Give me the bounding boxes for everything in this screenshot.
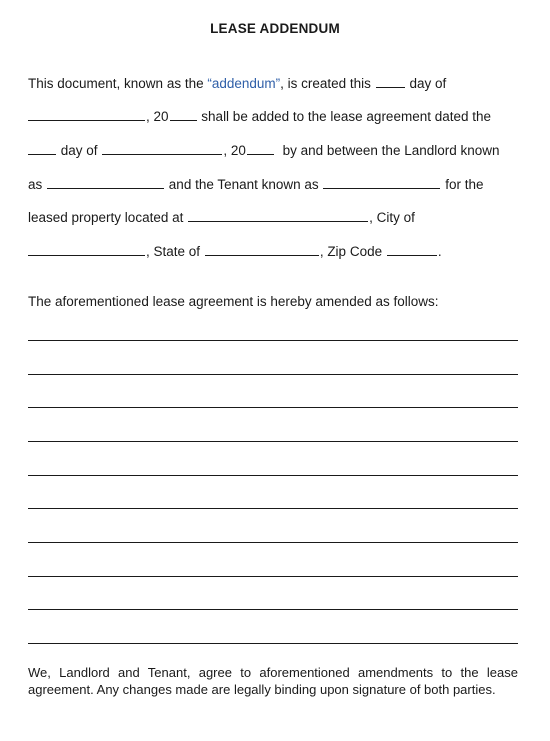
intro-text: and the Tenant known as [168,177,319,192]
amendment-line[interactable] [28,340,518,341]
intro-text: , City of [369,210,415,225]
amendments-heading: The aforementioned lease agreement is hereby amended as follows: [28,294,439,309]
lease-day-blank[interactable] [28,143,56,155]
tenant-name-blank[interactable] [323,177,440,189]
intro-text: leased property located at [28,210,184,225]
property-address-blank[interactable] [188,210,368,222]
landlord-name-blank[interactable] [47,177,164,189]
intro-line-6 [28,244,520,259]
state-blank[interactable] [205,244,319,256]
month-blank[interactable] [28,109,145,121]
day-blank[interactable] [376,76,405,88]
intro-line-2 [28,109,520,124]
addendum-term: “addendum” [207,76,281,91]
document-title: LEASE ADDENDUM [210,21,340,36]
amendment-line[interactable] [28,643,518,644]
lease-year-blank[interactable] [247,143,274,155]
closing-paragraph: We, Landlord and Tenant, agree to aforementioned amendments to the lease agreement. Any changes made are legally binding upon signature of both parties. [28,665,518,697]
intro-text: shall be added to the lease agreement dated the [201,109,492,124]
intro-line-1 [28,76,520,91]
intro-text: , 20 [146,109,169,124]
zip-code-blank[interactable] [387,244,437,256]
city-blank[interactable] [28,244,145,256]
amendment-line[interactable] [28,374,518,375]
intro-text: by and between the Landlord known [282,143,500,158]
intro-line-3 [28,143,520,158]
intro-text: day of [409,76,447,91]
amendment-line[interactable] [28,407,518,408]
year-blank[interactable] [170,109,197,121]
intro-text: as [28,177,43,192]
amendment-line[interactable] [28,441,518,442]
intro-line-4 [28,177,520,192]
amendment-line[interactable] [28,475,518,476]
intro-text: day of [60,143,98,158]
intro-text: , 20 [223,143,246,158]
intro-text: , State of [146,244,201,259]
intro-text: for the [445,177,484,192]
intro-text: , is created this [280,76,371,91]
lease-month-blank[interactable] [102,143,222,155]
amendment-line[interactable] [28,508,518,509]
amendment-line[interactable] [28,542,518,543]
intro-text: . [437,244,442,259]
intro-line-5 [28,210,520,225]
intro-text: , Zip Code [319,244,383,259]
amendment-line[interactable] [28,576,518,577]
amendment-line[interactable] [28,609,518,610]
intro-text: This document, known as the [28,76,208,91]
